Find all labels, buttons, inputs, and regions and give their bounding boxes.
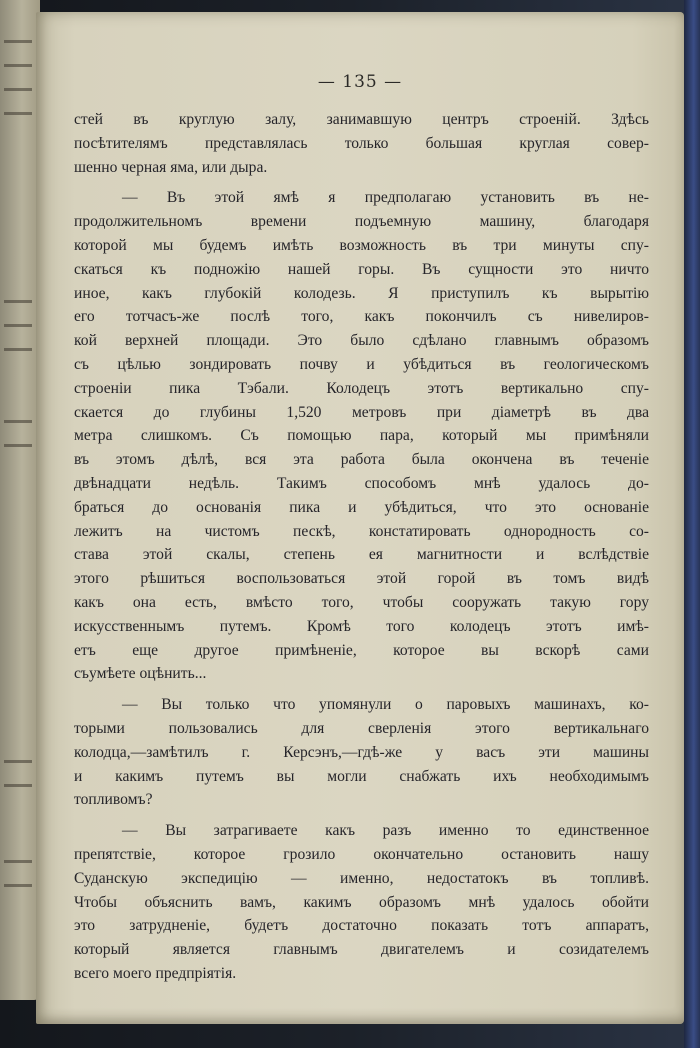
- ghost-text-line: [4, 348, 32, 351]
- text-line: который является главнымъ двигателемъ и созидателемъ: [74, 941, 649, 959]
- text-line: двѣнадцати недѣль. Такимъ способомъ мнѣ удалось до-: [74, 474, 649, 492]
- text-line: иное, какъ глубокій колодезь. Я приступилъ къ вырытію: [74, 284, 649, 302]
- text-line: браться до основанія пика и убѣдиться, что это основаніе: [74, 498, 649, 516]
- text-line: етъ еще другое примѣненіе, которое вы вскорѣ сами: [74, 641, 649, 659]
- text-line: этого рѣшиться воспользоваться этой горой въ томъ видѣ: [74, 570, 649, 588]
- previous-page-edge: [0, 0, 40, 1000]
- ghost-text-line: [4, 112, 32, 115]
- ghost-text-line: [4, 88, 32, 91]
- ghost-text-line: [4, 64, 32, 67]
- text-line: строеніи пика Тэбали. Колодецъ этотъ вертикально спу-: [74, 379, 649, 397]
- paragraph: [74, 819, 649, 986]
- text-line: и какимъ путемъ вы могли снабжать ихъ необходимымъ: [74, 767, 649, 785]
- text-line: съумѣете оцѣнить...: [74, 665, 207, 683]
- text-line: колодца,—замѣтилъ г. Керсэнъ,—гдѣ-же у васъ эти машины: [74, 743, 649, 761]
- text-line: скается до глубины 1,520 метровъ при діаметрѣ въ два: [74, 403, 649, 421]
- text-line: кой верхней площади. Это было сдѣлано главнымъ образомъ: [74, 332, 649, 350]
- text-line: посѣтителямъ представлялась только большая круглая совер-: [74, 134, 649, 152]
- text-line: всего моего предпріятія.: [74, 964, 237, 982]
- ghost-text-line: [4, 324, 32, 327]
- ghost-text-line: [4, 884, 32, 887]
- ghost-text-line: [4, 860, 32, 863]
- book-cover-edge: [684, 0, 700, 1048]
- paragraph: [74, 186, 649, 686]
- text-line: Чтобы объяснить вамъ, какимъ образомъ мнѣ удалось обойти: [74, 893, 649, 911]
- text-line: торыми пользовались для сверленія этого вертикальнаго: [74, 719, 649, 737]
- ghost-text-line: [4, 420, 32, 423]
- text-line: продолжительномъ времени подъемную машину, благодаря: [74, 213, 649, 231]
- text-line: искусственнымъ путемъ. Кромѣ того колодецъ этотъ имѣ-: [74, 617, 649, 635]
- ghost-text-line: [4, 300, 32, 303]
- text-line: топливомъ?: [74, 791, 153, 809]
- paragraph: [74, 693, 649, 812]
- paragraph: [74, 108, 649, 179]
- text-line: — Вы только что упомянули о паровыхъ машинахъ, ко-: [122, 696, 649, 714]
- text-line: въ этомъ дѣлѣ, вся эта работа была окончена въ теченіе: [74, 451, 649, 469]
- ghost-text-line: [4, 760, 32, 763]
- text-line: стей въ круглую залу, занимавшую центръ строеній. Здѣсь: [74, 111, 649, 128]
- page-body-text: [74, 108, 649, 986]
- book-page: [36, 12, 684, 1024]
- text-line: метра слишкомъ. Съ помощью пара, который мы примѣняли: [74, 427, 649, 445]
- ghost-text-line: [4, 40, 32, 43]
- text-line: это затрудненіе, будетъ достаточно показать тотъ аппаратъ,: [74, 917, 649, 935]
- text-line: Суданскую экспедицію — именно, недостатокъ въ топливѣ.: [74, 869, 649, 887]
- text-line: препятствіе, которое грозило окончательно остановить нашу: [74, 845, 649, 863]
- page-number: — 135 —: [317, 72, 403, 92]
- text-line: какъ она есть, вмѣсто того, чтобы сооружать такую гору: [74, 593, 649, 611]
- text-line: става этой скалы, степень ея магнитности и вслѣдствіе: [74, 546, 649, 564]
- text-line: лежитъ на чистомъ пескѣ, констатировать однородность со-: [74, 522, 649, 540]
- text-line: — Въ этой ямѣ я предполагаю установить въ не-: [122, 189, 649, 207]
- text-line: съ цѣлью зондировать почву и убѣдиться въ геологическомъ: [74, 355, 649, 373]
- ghost-text-line: [4, 784, 32, 787]
- text-line: которой мы будемъ имѣть возможность въ три минуты спу-: [74, 236, 649, 254]
- ghost-text-line: [4, 444, 32, 447]
- text-line: его тотчасъ-же послѣ того, какъ покончилъ съ нивелиров-: [74, 308, 649, 326]
- text-line: — Вы затрагиваете какъ разъ именно то единственное: [122, 822, 649, 840]
- text-line: шенно черная яма, или дыра.: [74, 158, 268, 176]
- text-line: скаться къ подножію нашей горы. Въ сущности это ничто: [74, 260, 649, 278]
